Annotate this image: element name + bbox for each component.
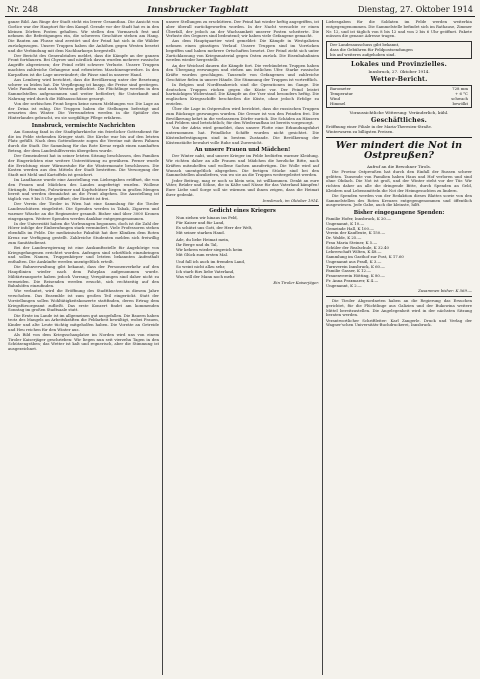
weather-value: schwach bbox=[451, 95, 468, 101]
newspaper-title: Innsbrucker Tagblatt bbox=[147, 4, 249, 14]
paragraph: Der Gemeinderat hat in seiner letzten Sitzung beschlossen, den Familien der Eingerückten eine weitere Unterstützung zu gewähren. Ferner wurde die Errichtung einer Wärmestube für die Wintermonate beschlossen. Die Kosten werden aus den Mitteln der Stadt bestritten. Die Versorgung der Stadt mit Mehl und Kartoffeln ist gesichert. bbox=[8, 153, 159, 178]
list-item: Lehrerschaft Wilten, K 48.— bbox=[326, 249, 382, 255]
weather-heading: Wetter-Bericht. bbox=[370, 76, 428, 84]
poem-stanza bbox=[176, 215, 319, 235]
section-heading: Innsbruck, vermischte Nachrichten bbox=[31, 122, 136, 129]
poem-signature: Ein Tiroler Kaiserjäger. bbox=[273, 280, 319, 286]
paragraph: Bei der Landesregierung ist eine Auskunftsstelle für Angehörige von Kriegsgefangenen errichtet worden. Anfragen sind schriftlich einzubringen und sollen Namen, Truppenkörper und letzten bekannten Aufenthalt enthalten. Die Auskünfte werden unentgeltlich erteilt. bbox=[8, 244, 159, 265]
paragraph: Der Winter naht, und unsere Krieger im Felde bedürfen warmer Kleidung. Wir richten daher an alle Frauen und Mädchen die herzliche Bitte, nach Kräften mitzuhelfen und wollene Sachen anzufertigen. Die Wolle wird auf Wunsch unentgeltlich abgegeben. Die fertigen Stücke sind bei den Sammelstellen abzuliefern, von wo sie an die Truppen weitergeleitet werden. bbox=[166, 153, 319, 178]
list-item: Sammlung im Gasthof zur Post, K 17.60 bbox=[326, 254, 404, 260]
donations-total: Zusammen bisher: K 569.— bbox=[418, 288, 472, 294]
weather-value: + 6 °C bbox=[455, 91, 468, 96]
poem-line: So weint nicht allzu sehr, bbox=[176, 264, 226, 270]
appeal-subtitle: Aufruf an die Bewohner Tirols. bbox=[366, 163, 432, 169]
issue-number: Nr. 248 bbox=[7, 4, 39, 14]
list-item: Frauenverein Hötting, K 80.— bbox=[326, 273, 385, 279]
notice-box bbox=[326, 41, 472, 59]
paragraph: Im Landhause wurde eine Ausstellung von Liebesgaben eröffnet, die von den Frauen und Mädchen des Landes angefertigt wurden. Wollene Strümpfe, Hemden, Pulswärmer und Kopfschützer liegen in großen Mengen bereit und werden demnächst an die Front abgehen. Die Ausstellung ist täglich von 9 bis 5 Uhr geöffnet; der Eintritt ist frei. bbox=[8, 177, 159, 202]
weather-value: 728 mm bbox=[452, 86, 468, 92]
poem-line: Mit Glück zum ersten Mal. bbox=[176, 252, 229, 258]
weather-label: Wind bbox=[330, 95, 341, 101]
paragraph: Von der serbischen Front liegen keine neuen Meldungen vor. Die Lage an der Drina ist ruhig. Die Truppen haben die Stellungen befestigt und erwarten den Winter. Die Verwundeten werden in die Spitäler des Hinterlandes gebracht, wo sie sorgfältige Pflege erfahren. bbox=[8, 100, 159, 121]
paragraph: Die Bahnverwaltung gibt bekannt, dass der Personenverkehr auf den Hauptlinien wieder nach dem Fahrplan aufgenommen wurde. Militärtransporte haben jedoch Vorrang; Verspätungen sind daher nicht zu vermeiden. Die Reisenden werden ersucht, sich rechtzeitig auf den Bahnhöfen einzufinden. bbox=[8, 264, 159, 289]
poem-line: Nun ziehen wir hinaus ins Feld, bbox=[176, 215, 238, 221]
paragraph: Als Bild von dem Kriegsschauplatze im Norden wird uns von einem Tiroler Kaiserjäger geschrieben: Wir liegen nun seit vierzehn Tagen in den Schützengräben; das Wetter ist kalt und regnerisch, aber die Stimmung ist ausgezeichnet. bbox=[8, 331, 159, 352]
business-line: Eröffnung einer Filiale in der Maria-Theresien-Straße. bbox=[326, 124, 432, 130]
section-heading: An unsere Frauen und Mädchen! bbox=[194, 147, 291, 154]
column-3 bbox=[322, 20, 475, 675]
paragraph: Aus Lemberg wird berichtet, dass die Bevölkerung unter der Besetzung schwer zu leiden hat. Die Verpflegung ist knapp, die Preise sind gestiegen. Viele Familien sind nach Westen geflüchtet. Die Flüchtlinge werden in den Sammelstellen aufgenommen und weiter befördert; für Unterkunft und Nahrung wird durch die Hilfsausschüsse gesorgt. bbox=[8, 76, 159, 101]
business-line: Winterwaren zu billigsten Preisen. bbox=[326, 129, 394, 134]
list-item: Familie Gasser, K 12.— bbox=[326, 268, 372, 274]
paragraph: Die Provinz Ostpreußen hat durch den Einfall der Russen schwer gelitten. Tausende von Familien haben Haus und Hof verloren und sind ohne Obdach. Die Not ist groß, und der Winter steht vor der Tür. Wir richten daher an alle die dringende Bitte, durch Spenden an Geld, Kleidern und Lebensmitteln die Not der Heimgesuchten zu lindern. bbox=[326, 168, 472, 193]
list-item: Fr. Anna Praxmarer, K 4.— bbox=[326, 277, 379, 283]
dateline: Innsbruck, 27. Oktober 1914. bbox=[368, 69, 430, 75]
list-item: Ungenannt, K 2.— bbox=[326, 282, 362, 288]
donations-list bbox=[326, 217, 472, 288]
section-heading: Geschäftliches. bbox=[370, 117, 428, 125]
section-heading: Lokales und Provinzielles. bbox=[351, 61, 447, 69]
paragraph: An der Weichsel dauern die Kämpfe fort. Die verbündeten Truppen haben den Übergang erzwungen und stehen am östlichen Ufer. Starke russische Kräfte wurden geschlagen. Tausende von Gefangenen und zahlreiche Geschütze fielen in unsere Hände. Die Stimmung der Truppen ist vortrefflich. bbox=[166, 62, 319, 82]
paragraph: Der Bericht des Generalstabes meldet, dass die Kämpfe an der ganzen Front fortdauern. Bei Chyrow und nördlich davon wurden mehrere russische Angriffe abgewiesen; der Feind erlitt schwere Verluste. Unsere Truppen machten zahlreiche Gefangene und erbeuteten Maschinengewehre. In den Karpathen ist die Lage unverändert; die Pässe sind in unserer Hand. bbox=[8, 52, 159, 77]
poem-line: Ich starb fürs liebe Vaterland, bbox=[176, 269, 235, 275]
paragraph: Am Sonntag fand in der Stadtpfarrkirche ein feierlicher Gottesdienst für die im Felde stehenden Krieger statt. Die Kirche war bis auf den letzten Platz gefüllt. Nach dem Gottesdienste zogen die Vereine mit ihren Fahnen durch die Stadt. Die Sammlung für das Rote Kreuz ergab einen namhaften Betrag, der dem Landeshilfsverein übergeben wurde. bbox=[8, 128, 159, 153]
issue-date: Dienstag, 27. Oktober 1914 bbox=[357, 4, 473, 14]
paragraph: In der Universität haben die Vorlesungen begonnen, doch ist die Zahl der Hörer infolge der Einberufungen stark vermindert. Viele Professoren stehen ebenfalls im Felde. Die medizinische Fakultät hat ihre Kliniken dem Roten Kreuz zur Verfügung gestellt. Zahlreiche Studenten melden sich freiwillig zum Sanitätsdienst. bbox=[8, 220, 159, 245]
list-item: Gemeinde Hall, K 100.— bbox=[326, 225, 374, 231]
poem bbox=[166, 215, 319, 279]
list-item: Familie Hofer, Innsbruck, K 20.— bbox=[326, 216, 391, 222]
divider bbox=[326, 137, 472, 138]
weather-table bbox=[326, 85, 472, 108]
paragraph: Die Spenden werden von der Redaktion dieses Blattes sowie von den Sammelstellen des Roten Kreuzes entgegengenommen und öffentlich ausgewiesen. Jede Gabe, auch die kleinste, hilft. bbox=[326, 192, 472, 208]
poem-stanza bbox=[176, 259, 319, 279]
notice-line: Der Landesausschuss gibt bekannt, bbox=[330, 42, 400, 47]
paragraph: Wie verlautet, wird die Eröffnung des Stadttheaters in diesem Jahre verschoben. Das Ensemble ist zum großen Teil eingerückt. Statt der Vorstellungen sollen Wohltätigkeitskonzerte stattfinden, deren Ertrag dem Kriegsfürsorgeamt zufließt. Das erste Konzert findet am kommenden Sonntag im großen Stadtsaale statt. bbox=[8, 288, 159, 313]
paragraph: Liebesgaben für die Soldaten im Felde werden weiterhin entgegengenommen. Die Sammelstelle befindet sich im Rathause, Zimmer Nr. 12, und ist täglich von 8 bis 12 und von 2 bis 6 Uhr geöffnet. Pakete müssen die genaue Adresse tragen. bbox=[326, 20, 473, 39]
list-item: Dr. Walde, K 25.— bbox=[326, 235, 362, 241]
notice-line: dass die Gebühren für Feldpostsendungen bbox=[330, 46, 413, 52]
weather-value: bewölkt bbox=[452, 100, 468, 106]
divider bbox=[326, 296, 472, 297]
list-item: Turnverein Innsbruck, K 60.— bbox=[326, 263, 386, 269]
list-item: Verein der Kaufleute, K 150.— bbox=[326, 230, 386, 236]
paragraph: ganze Bild. Am Ringe der Stadt steht ein leerer Gesamtbau. Die Ansicht von Gorlice war der Hauptort für den Kampf. Gerade vor der Stadt hat es in den kleinen Dörfern Posten gehalten. Wir stellen den Vormarsch fest und nehmen die Befestigungen ein, die schweren Geschütze stehen am Hang. Die Bauten am Flusse sind zerstört und der Feind hat sich in die Wälder zurückgezogen. Unsere Truppen haben die Anhöhen gegen Westen besetzt und die Verbindung mit dem Nachbarkorps hergestellt. bbox=[8, 20, 159, 53]
appeal-headline: Wer mindert die Not in Ostpreußen? bbox=[335, 139, 463, 162]
poem-line: Und fall ich auch im fremden Land, bbox=[176, 259, 246, 265]
columns bbox=[5, 20, 475, 675]
weather-row bbox=[330, 102, 468, 107]
poem-line: Es schützt uns Gott, der Herr der Welt, bbox=[176, 225, 253, 231]
paragraph: Jeder Beitrag, mag er noch so klein sein, ist willkommen. Denkt an eure Väter, Brüder und Söhne, die in Kälte und Nässe für das Vaterland kämpfen! Eure Liebe und Sorge soll sie wärmen und ihnen zeigen, dass die Heimat ihrer gedenkt. bbox=[166, 177, 319, 197]
poem-stanza bbox=[176, 237, 319, 257]
poem-line: Was will der Mann noch mehr. bbox=[176, 274, 236, 280]
poem-line: Ade, du liebe Heimat mein, bbox=[176, 237, 230, 243]
divider bbox=[166, 205, 319, 206]
signoff: Innsbruck, im Oktober 1914. bbox=[262, 197, 319, 203]
paragraph: Über die Lage in Ostpreußen wird berichtet, dass die russischen Truppen zum Rückzuge gezwungen wurden. Die Grenze ist von den Feinden frei. Die Bevölkerung kehrt in die verlassenen Dörfer zurück. Die Schäden an Häusern und Feldern sind beträchtlich; für den Wiederaufbau ist bereits vorgesorgt. bbox=[166, 106, 319, 126]
list-item: Ungenannt, K 10.— bbox=[326, 220, 365, 226]
poem-line: Mit seiner starken Hand. bbox=[176, 230, 225, 236]
poem-line: Für Kaiser und für Land, bbox=[176, 220, 225, 226]
weather-label: Himmel bbox=[330, 100, 346, 106]
paragraph: Die Tiroler Abgeordneten haben an die Regierung das Ersuchen gerichtet, für die Flüchtlinge aus Galizien und der Bukowina weitere Mittel bereitzustellen. Die Angelegenheit wird in der nächsten Sitzung beraten werden. bbox=[326, 298, 472, 318]
donations-heading: Bisher eingegangene Spenden: bbox=[353, 210, 445, 217]
paragraph: unsere Stellungen zu erschüttern. Der Feind hat wieder heftig angegriffen, ist aber überall zurückgeworfen worden. In der Nacht versuchte er einen Überfall, der jedoch an der Wachsamkeit unserer Posten scheiterte. Die Verluste des Gegners sind bedeutend; wir haben viele Gefangene gemacht. bbox=[166, 20, 319, 39]
column-2 bbox=[162, 20, 322, 675]
column-1 bbox=[5, 20, 162, 675]
paragraph: Von der Adria wird gemeldet, dass unsere Flotte eine Erkundungsfahrt unternommen hat. Feindliche Schiffe wurden nicht gesichtet. Die Küstenbefestigungen sind in bestem Zustande. Die Bevölkerung der Küstenstädte bewahrt volle Ruhe und Zuversicht. bbox=[166, 125, 319, 145]
weather-label: Temperatur bbox=[330, 91, 353, 96]
weather-label: Barometer bbox=[330, 86, 351, 92]
poem-line: Wir kehren wieder siegreich heim bbox=[176, 247, 243, 253]
paragraph: Aus dem Hauptquartier wird gemeldet: Die Kämpfe in Westgalizien nehmen einen günstigen Verlauf. Unsere Truppen sind im Vorrücken begriffen und haben mehrere Ortschaften besetzt. Der Feind zieht sich unter Zurücklassung von Kriegsmaterial gegen Osten zurück. Die Eisenbahnlinien werden wieder hergestellt. bbox=[166, 38, 319, 63]
paragraph: Der Verein der Tiroler in Wien hat eine Sammlung für die Tiroler Landesschützen eingeleitet. Die Spenden werden in Tabak, Zigarren und warmer Wäsche an die Regimenter gesandt. Bisher sind über 3000 Kronen eingegangen. Weitere Spenden werden dankbar entgegengenommen. bbox=[8, 201, 159, 221]
notice-line: bis auf weiteres aufgehoben sind. bbox=[330, 51, 396, 57]
paragraph: In Belgien und Nordfrankreich sind die Operationen im Gange. Die deutschen Truppen rücken gegen die Küste vor. Der Feind leistet hartnäckigen Widerstand. Die Kämpfe an der Yser sind besonders heftig. Die englischen Kriegsschiffe beschießen die Küste, ohne jedoch Erfolge zu erzielen. bbox=[166, 81, 319, 106]
paragraph: Die Ernte im Lande ist im allgemeinen gut ausgefallen. Die Bauern haben trotz des Mangels an Arbeitskräften die Feldarbeit bewältigt, wobei Frauen, Kinder und alte Leute tüchtig mitgeholfen haben. Die Vorräte an Getreide und Heu reichen für den Winter aus. bbox=[8, 312, 159, 332]
list-item: Frau Maria Steiner, K 5.— bbox=[326, 239, 378, 245]
poem-title: Gedicht eines Kriegers bbox=[209, 208, 276, 215]
list-item: Ungenannt aus Pradl, K 3.— bbox=[326, 258, 382, 264]
masthead bbox=[5, 4, 475, 17]
list-item: Schüler der Realschule, K 32.40 bbox=[326, 244, 389, 250]
weather-note: Voraussichtliche Witterung: Veränderlich, kühl. bbox=[349, 110, 449, 116]
poem-line: Ihr Berge und du Tal, bbox=[176, 242, 218, 248]
imprint: Verantwortlicher Schriftleiter: Karl Zangerle. Druck und Verlag der Wagner'schen Universitäts-Buchdruckerei, Innsbruck. bbox=[326, 317, 472, 328]
